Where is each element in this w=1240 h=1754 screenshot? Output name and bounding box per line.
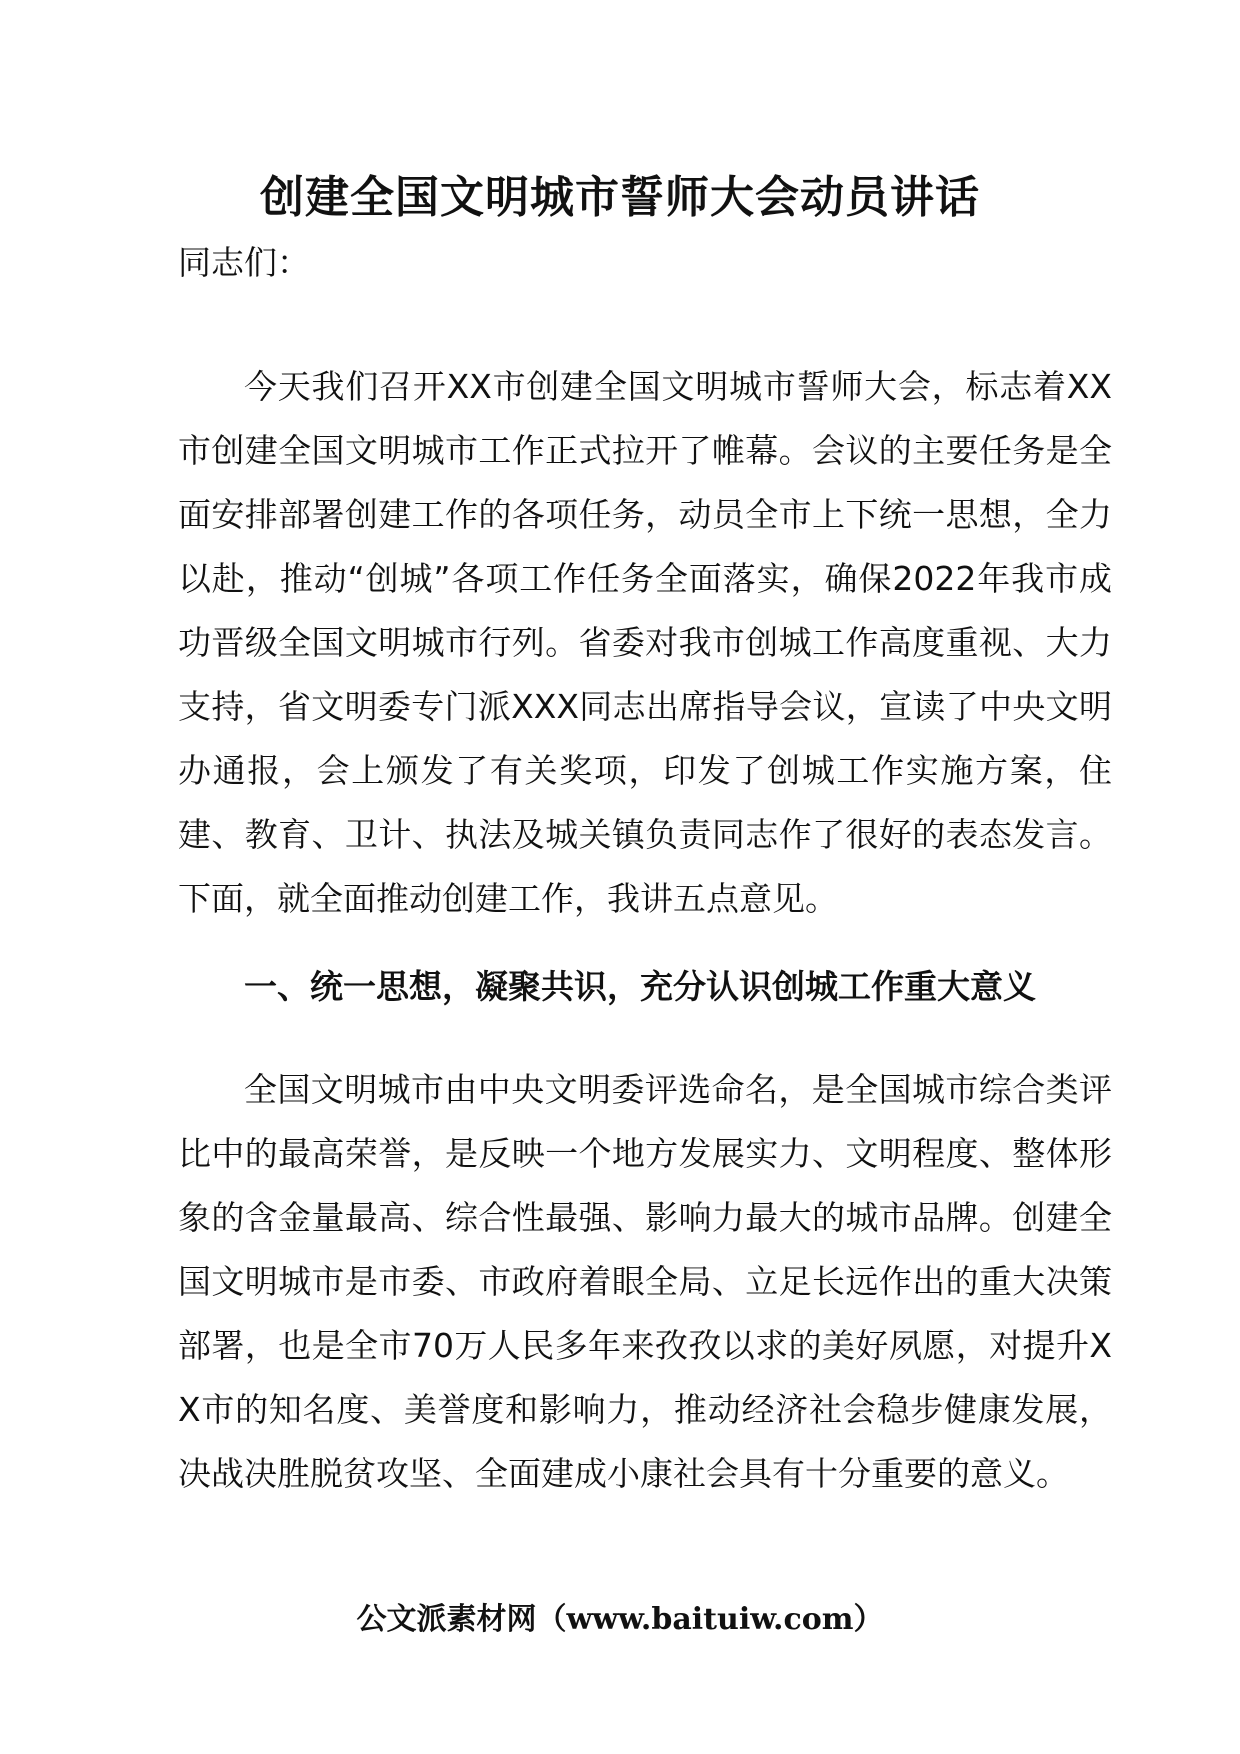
footer-source: 公文派素材网（www.baituiw.com） [356,1602,884,1637]
document-title: 创建全国文明城市誓师大会动员讲话 [260,172,980,223]
paragraph-significance: 全国文明城市由中央文明委评选命名，是全国城市综合类评比中的最高荣誉，是反映一个地方发展实力、文明程度、整体形象的含金量最高、综合性最强、影响力最大的城市品牌。创建全国文明城市是市委、市政府着眼全局、立足长远作出的重大决策部署，也是全市70万人民多年来孜孜以求的美好夙愿，对提升XX市的知名度、美誉度和影响力，推动经济社会稳步健康发展，决战决胜脱贫攻坚、全面建成小康社会具有十分重要的意义。 [178,1070,1112,1493]
section-heading: 一、统一思想，凝聚共识，充分认识创城工作重大意义 [244,967,1036,1006]
paragraph-intro: 今天我们召开XX市创建全国文明城市誓师大会，标志着XX市创建全国文明城市工作正式拉开了帷幕。会议的主要任务是全面安排部署创建工作的各项任务，动员全市上下统一思想，全力以赴，推动“创城”各项工作任务全面落实，确保2022年我市成功晋级全国文明城市行列。省委对我市创城工作高度重视、大力支持，省文明委专门派XXX同志出席指导会议，宣读了中央文明办通报，会上颁发了有关奖项，印发了创城工作实施方案，住建、教育、卫计、执法及城关镇负责同志作了很好的表态发言。下面，就全面推动创建工作，我讲五点意见。 [178,367,1112,918]
salutation: 同志们： [178,243,310,282]
